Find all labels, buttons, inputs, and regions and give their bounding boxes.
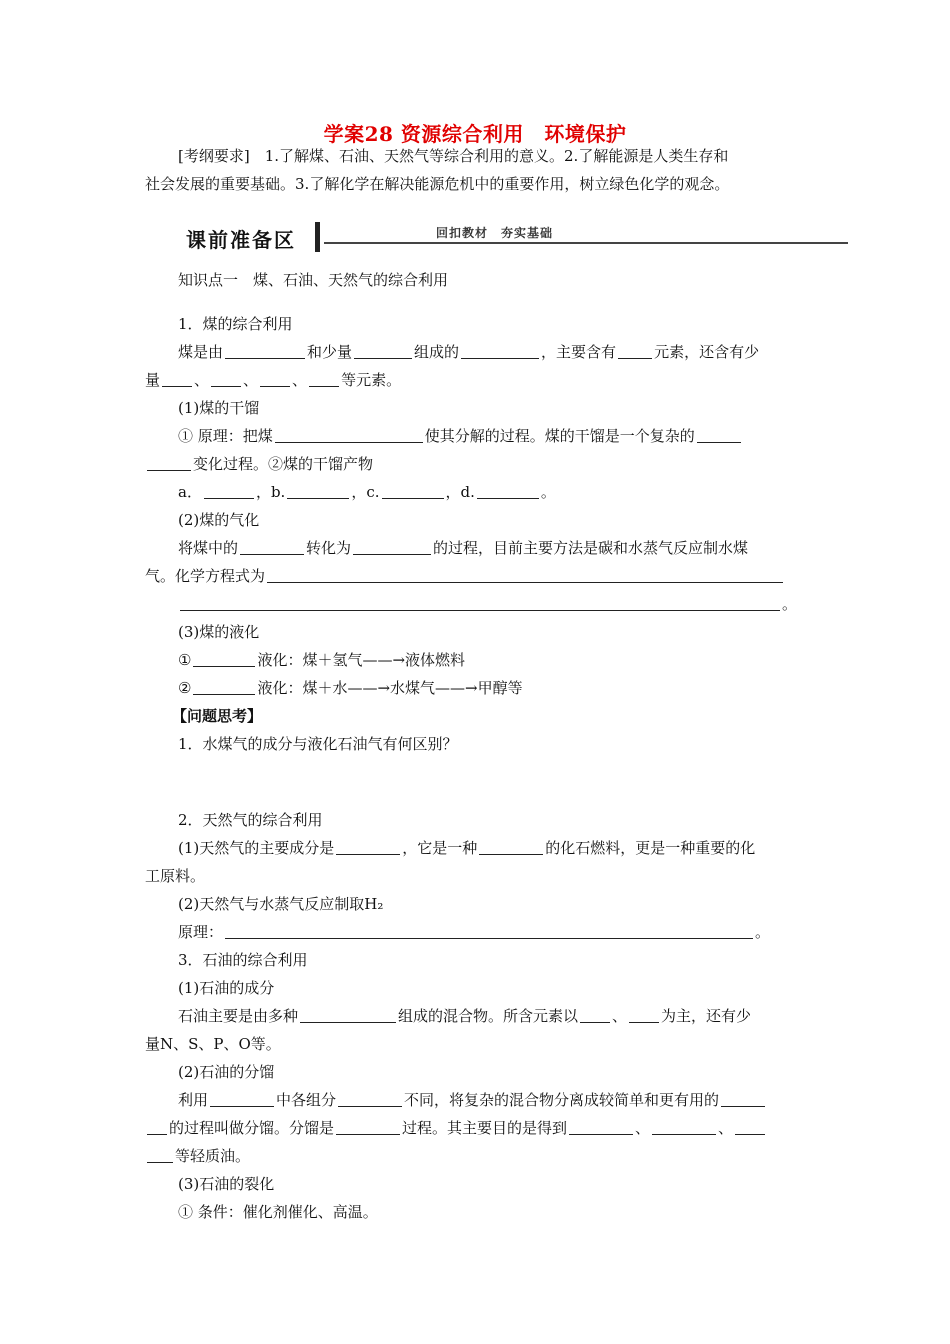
coal-line-2: 量 、 、 、 等元素。 [145, 371, 402, 389]
blank [147, 1146, 173, 1163]
question-heading: 【问题思考】 [172, 707, 263, 725]
blank [336, 1118, 400, 1135]
page-title: 学案28 资源综合利用 环境保护 [323, 122, 627, 146]
blank [211, 370, 241, 387]
requirements-line-2: 社会发展的重要基础。3.了解化学在解决能源危机中的重要作用，树立绿色化学的观念。 [145, 175, 730, 193]
coal-gasification-heading: (2)煤的气化 [178, 511, 260, 529]
blank [461, 342, 539, 359]
gas-principle: 原理： 。 [178, 923, 771, 941]
coal-liquefaction-line-2: ② 液化：煤＋水——→水煤气——→甲醇等 [178, 679, 523, 697]
blank [225, 922, 753, 939]
oil-fractionation-heading: (2)石油的分馏 [178, 1063, 275, 1081]
banner-subtitle: 回扣教材 夯实基础 [436, 226, 554, 240]
blank [618, 342, 652, 359]
blank [309, 370, 339, 387]
blank [275, 426, 423, 443]
blank [477, 482, 539, 499]
coal-distillation-line-2: 变化过程。②煤的干馏产物 [145, 450, 373, 478]
blank [260, 370, 290, 387]
blank [300, 1006, 396, 1023]
blank [652, 1118, 716, 1135]
coal-heading: 1．煤的综合利用 [178, 315, 293, 333]
gas-line-2: 工原料。 [145, 867, 206, 885]
requirements-line-1: [考纲要求] 1.了解煤、石油、天然气等综合利用的意义。2.了解能源是人类生存和 [178, 147, 729, 165]
blank [204, 482, 254, 499]
oil-composition-heading: (1)石油的成分 [178, 979, 275, 997]
oil-cracking-heading: (3)石油的裂化 [178, 1175, 275, 1193]
coal-distillation-products: a． ，b. ，c. ，d. 。 [178, 483, 556, 501]
blank [580, 1006, 610, 1023]
coal-gasification-line-1: 将煤中的 转化为 的过程，目前主要方法是碳和水蒸气反应制水煤 [178, 539, 749, 557]
coal-liquefaction-line-1: ① 液化：煤＋氢气——→液体燃料 [178, 651, 466, 669]
coal-distillation-heading: (1)煤的干馏 [178, 399, 260, 417]
gas-heading: 2．天然气的综合利用 [178, 811, 323, 829]
blank [336, 838, 400, 855]
oil-fractionation-line-1: 利用 中各组分 不同，将复杂的混合物分离成较简单和更有用的 [178, 1086, 767, 1114]
blank [479, 838, 543, 855]
oil-fractionation-line-3: 等轻质油。 [145, 1142, 250, 1170]
oil-composition-line-2: 量N、S、P、O等。 [145, 1035, 281, 1053]
oil-composition-line-1: 石油主要是由多种 组成的混合物。所含元素以 、 为主，还有少 [178, 1007, 752, 1025]
blank [354, 342, 412, 359]
banner-rule [324, 242, 848, 244]
blank [353, 538, 431, 555]
blank [193, 678, 255, 695]
gas-line-1: (1)天然气的主要成分是 ，它是一种 的化石燃料，更是一种重要的化 [178, 839, 756, 857]
blank [287, 482, 349, 499]
blank [569, 1118, 633, 1135]
blank [721, 1090, 765, 1107]
blank [338, 1090, 402, 1107]
blank [240, 538, 304, 555]
oil-fractionation-line-2: 的过程叫做分馏。分馏是 过程。其主要目的是得到 、 、 [145, 1114, 767, 1142]
blank [147, 1118, 167, 1135]
question-1: 1．水煤气的成分与液化石油气有何区别？ [178, 735, 458, 753]
coal-gasification-line-3: 。 [178, 590, 797, 618]
coal-gasification-line-2: 气。化学方程式为 [145, 562, 785, 590]
gas-line-3: (2)天然气与水蒸气反应制取H₂ [178, 895, 384, 913]
blank [382, 482, 444, 499]
blank [629, 1006, 659, 1023]
oil-cracking-line-1: ① 条件：催化剂催化、高温。 [178, 1203, 378, 1221]
blank [147, 454, 191, 471]
coal-liquefaction-heading: (3)煤的液化 [178, 623, 260, 641]
coal-line-1: 煤是由 和少量 组成的 ，主要含有 元素，还含有少 [178, 343, 760, 361]
section-banner [178, 220, 848, 256]
blank [180, 594, 780, 611]
banner-title: 课前准备区 [186, 228, 296, 252]
oil-heading: 3．石油的综合利用 [178, 951, 308, 969]
coal-distillation-line-1: ① 原理：把煤 使其分解的过程。煤的干馏是一个复杂的 [178, 422, 743, 450]
banner-bar [315, 222, 320, 252]
blank [225, 342, 305, 359]
blank [697, 426, 741, 443]
blank [267, 566, 783, 583]
blank [193, 650, 255, 667]
blank [162, 370, 192, 387]
blank [735, 1118, 765, 1135]
knowledge-point-1: 知识点一 煤、石油、天然气的综合利用 [178, 271, 449, 289]
blank [210, 1090, 274, 1107]
